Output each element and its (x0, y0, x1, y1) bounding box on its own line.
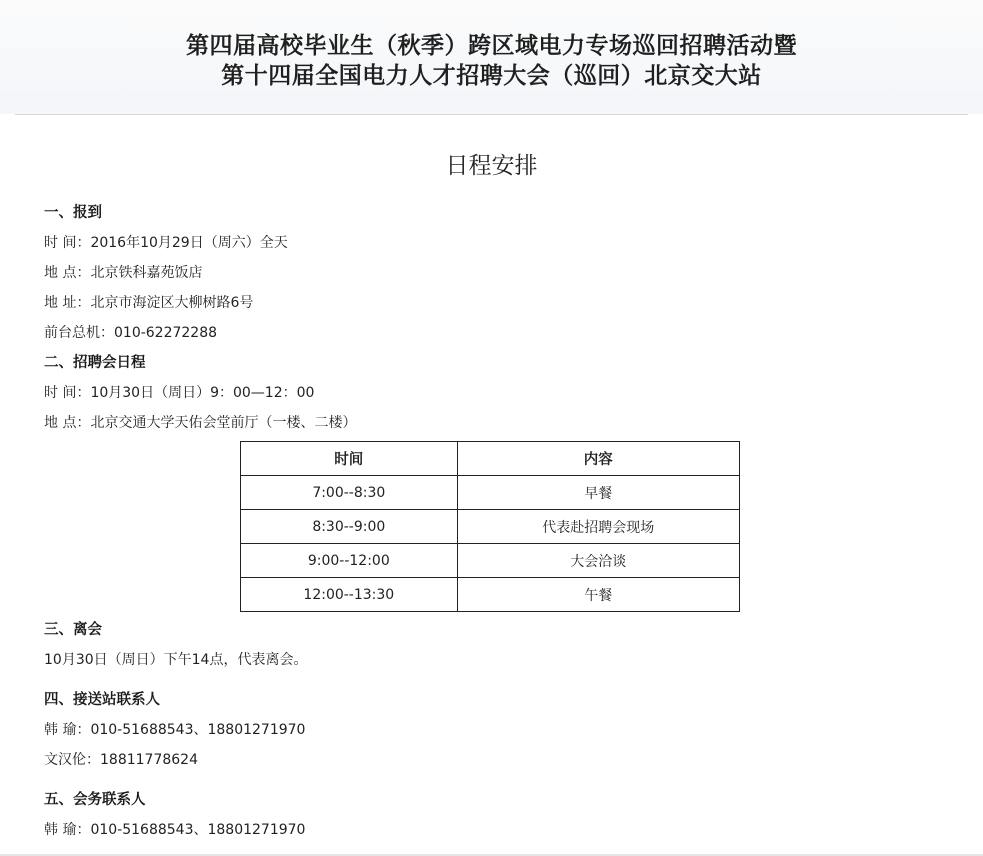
page-header (0, 0, 983, 114)
table-cell-time: 9:00--12:00 (241, 544, 458, 578)
affairs-contact-1: 韩 瑜：010-51688543、18801271970 (44, 822, 306, 838)
table-cell-time: 12:00--13:30 (241, 578, 458, 612)
table-row (241, 476, 740, 510)
table-cell-content: 大会洽谈 (457, 544, 739, 578)
table-header-content: 内容 (457, 442, 739, 476)
section-title-affairs-contacts: 五、会务联系人 (44, 792, 146, 808)
table-cell-time: 7:00--8:30 (241, 476, 458, 510)
registration-phone: 前台总机：010-62272288 (44, 325, 218, 341)
header-title-line-2: 第十四届全国电力人才招聘大会（巡回）北京交大站 (221, 62, 762, 89)
section-title-departure: 三、离会 (44, 622, 102, 638)
registration-time: 时 间：2016年10月29日（周六）全天 (44, 235, 288, 251)
table-row (241, 578, 740, 612)
table-row (241, 510, 740, 544)
table-cell-content: 午餐 (457, 578, 739, 612)
section-title-job-fair: 二、招聘会日程 (44, 355, 146, 371)
table-header-row (241, 442, 740, 476)
schedule-content (44, 198, 944, 845)
shuttle-contact-2: 文汉伦：18811778624 (44, 752, 198, 768)
shuttle-contact-1: 韩 瑜：010-51688543、18801271970 (44, 722, 306, 738)
table-cell-content: 早餐 (457, 476, 739, 510)
registration-place: 地 点：北京铁科嘉苑饭店 (44, 265, 203, 281)
table-header-time: 时间 (241, 442, 458, 476)
section-title-shuttle-contacts: 四、接送站联系人 (44, 692, 160, 708)
registration-address: 地 址：北京市海淀区大柳树路6号 (44, 295, 254, 311)
table-cell-content: 代表赴招聘会现场 (457, 510, 739, 544)
table-row (241, 544, 740, 578)
header-title-line-1: 第四届高校毕业生（秋季）跨区域电力专场巡回招聘活动暨 (186, 32, 797, 59)
job-fair-time: 时 间：10月30日（周日）9：00—12：00 (44, 385, 315, 401)
departure-text: 10月30日（周日）下午14点，代表离会。 (44, 652, 308, 668)
table-cell-time: 8:30--9:00 (241, 510, 458, 544)
job-fair-place: 地 点：北京交通大学天佑会堂前厅（一楼、二楼） (44, 415, 357, 431)
section-title-registration: 一、报到 (44, 205, 102, 221)
header-divider (15, 114, 968, 115)
page-title: 日程安排 (445, 153, 538, 179)
schedule-table (240, 441, 740, 612)
